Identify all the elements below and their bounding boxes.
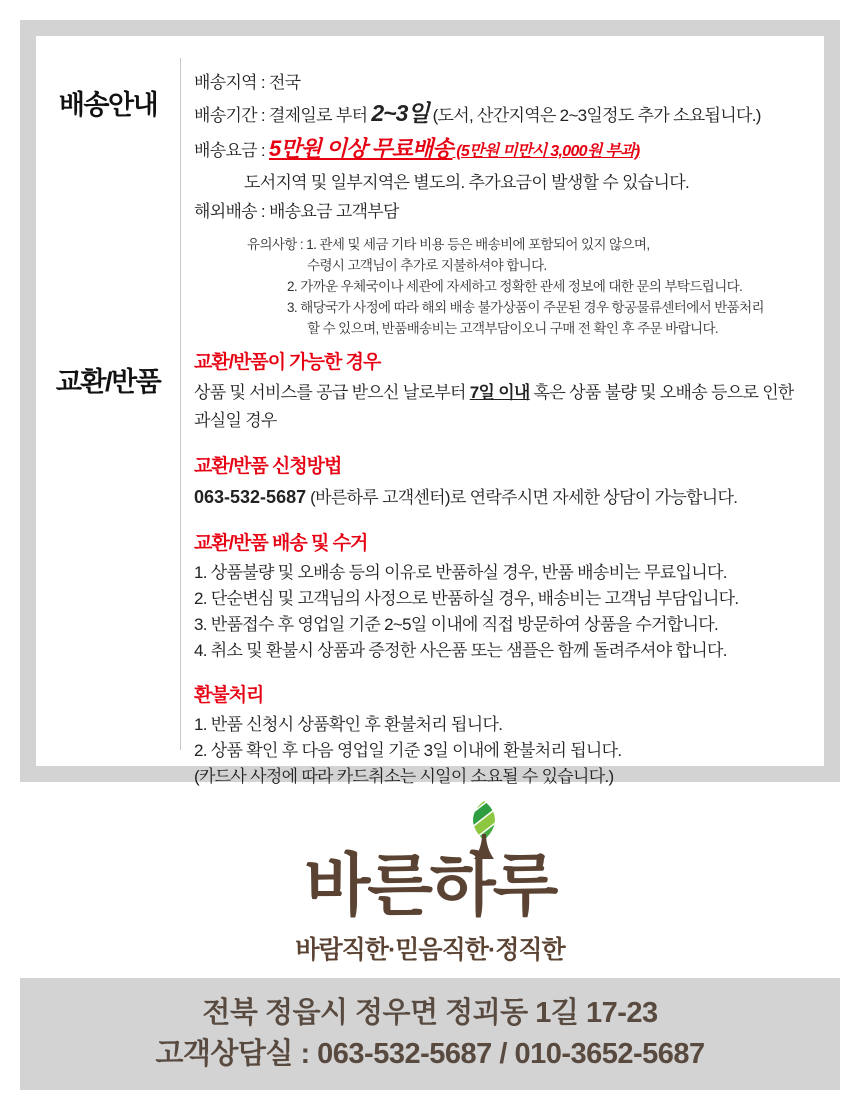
returns-request-title: 교환/반품 신청방법: [194, 456, 342, 477]
returns-pickup-block: [194, 532, 812, 664]
notice-line: 할 수 있으며, 반품배송비는 고객부담이오니 구매 전 확인 후 주문 바랍니다.: [307, 321, 719, 336]
vertical-divider: [180, 58, 181, 750]
notice-line: 수령시 고객님이 추가로 지불하셔야 합니다.: [307, 258, 547, 273]
shipping-period-label: 배송기간 : 결제일로 부터: [194, 106, 372, 125]
footer-address: 전북 정읍시 정우면 정괴동 1길 17-23: [202, 997, 658, 1029]
returns-request-block: [194, 455, 812, 512]
shipping-region-line: 배송지역 : 전국: [194, 73, 301, 92]
returns-eligibility-title: 교환/반품이 가능한 경우: [194, 352, 381, 373]
eligibility-pre: 상품 및 서비스를 공급 받으신 날로부터: [194, 383, 470, 402]
logo-name: 바른하루: [304, 848, 556, 924]
shipping-content: [180, 68, 824, 339]
refund-title: 환불처리: [194, 685, 264, 706]
notice-line: 3. 해당국가 사정에 따라 해외 배송 불가상품이 주문된 경우 항공물류센터에서 반품처리: [287, 300, 765, 315]
refund-item: 2. 상품 확인 후 다음 영업일 기준 3일 이내에 환불처리 됩니다.: [194, 741, 622, 760]
returns-request-rest: (바른하루 고객센터)로 연락주시면 자세한 상담이 가능합니다.: [306, 488, 738, 507]
pickup-item: 4. 취소 및 환불시 상품과 증정한 사은품 또는 샘플은 함께 돌려주셔야 합니다.: [194, 641, 727, 660]
returns-request-text: [194, 483, 812, 512]
logo-slogan: 바람직한·믿음직한·정직한: [295, 936, 565, 964]
panel-inner: [36, 36, 824, 786]
logo-wrap: [295, 800, 564, 966]
customer-center-phone: 063-532-5687: [194, 487, 307, 507]
pickup-item: 3. 반품접수 후 영업일 기준 2~5일 이내에 직접 방문하여 상품을 수거합니다.: [194, 615, 718, 634]
shipping-period-line: [194, 97, 812, 132]
shipping-overseas-line: 해외배송 : 배송요금 고객부담: [194, 202, 399, 221]
shipping-fee-highlight: 5만원 이상 무료배송: [268, 136, 453, 161]
shipping-fee-label: 배송요금 :: [194, 141, 269, 160]
returns-eligibility-block: [194, 351, 812, 435]
section-title-shipping: 배송안내: [58, 90, 158, 121]
returns-content: [180, 345, 824, 790]
footer-contact: 고객상담실 : 063-532-5687 / 010-3652-5687: [155, 1038, 705, 1070]
shipping-fee-surcharge: (5만원 미만시 3,000원 부과): [452, 143, 640, 160]
pickup-item: 1. 상품불량 및 오배송 등의 이유로 반품하실 경우, 반품 배송비는 무료입니다.: [194, 563, 727, 582]
returns-eligibility-text: [194, 379, 812, 435]
shipping-fee-line: [194, 132, 812, 168]
notice-line: 2. 가까운 우체국이나 세관에 자세하고 정확한 관세 정보에 대한 문의 부탁드립니다.: [287, 279, 743, 294]
shipping-notice-block: [194, 234, 812, 339]
shipping-returns-panel: [20, 20, 840, 786]
refund-block: [194, 684, 812, 790]
shipping-extra-line: 도서지역 및 일부지역은 별도의. 추가요금이 발생할 수 있습니다.: [244, 173, 689, 192]
pickup-item: 2. 단순변심 및 고객님의 사정으로 반품하실 경우, 배송비는 고객님 부담입니다.: [194, 589, 739, 608]
section-title-returns: 교환/반품: [55, 367, 161, 398]
eligibility-period: 7일 이내: [469, 383, 530, 402]
brand-logo: [0, 800, 860, 966]
shipping-period-days: 2~3일: [371, 100, 429, 126]
notice-line: 유의사항 : 1. 관세 및 세금 기타 비용 등은 배송비에 포함되어 있지 않으며,: [247, 237, 650, 252]
returns-pickup-title: 교환/반품 배송 및 수거: [194, 533, 368, 554]
shipping-period-rest: (도서, 산간지역은 2~3일정도 추가 소요됩니다.): [428, 106, 761, 125]
refund-item: 1. 반품 신청시 상품확인 후 환불처리 됩니다.: [194, 715, 503, 734]
refund-item: (카드사 사정에 따라 카드취소는 시일이 소요될 수 있습니다.): [194, 767, 614, 786]
returns-section: [36, 345, 824, 790]
shipping-section: [36, 68, 824, 339]
footer-contact-bar: [20, 978, 840, 1090]
eligibility-post: 혹은 상품 불량 및 오배송 등으로 인한 과실일 경우: [194, 383, 794, 430]
